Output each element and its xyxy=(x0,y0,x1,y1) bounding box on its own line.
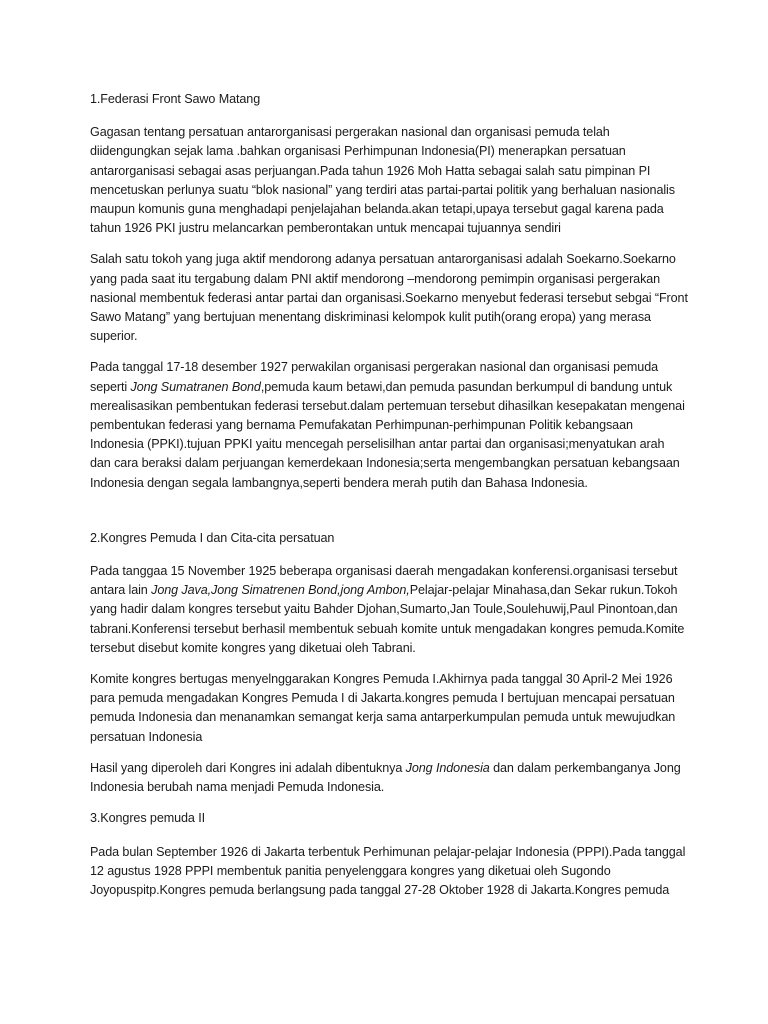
section-2-paragraph-2: Komite kongres bertugas menyelnggarakan Kongres Pemuda I.Akhirnya pada tanggal 30 April-2 Mei 1926 para pemuda mengadakan Kongres Pemuda I di Jakarta.kongres pemuda I bertujuan mencapai persatuan pemuda Indonesia dan menanamkan semangat kerja sama antarperkumpulan pemuda untuk mewujudkan persatuan Indonesia xyxy=(90,672,676,744)
italic-term: Jong Java,Jong Simatrenen Bond,jong Ambon, xyxy=(151,583,410,598)
paragraph-text: Pada tanggaa 15 November 1925 beberapa organisasi daerah mengadakan konferensi.organisasi tersebut antara lain xyxy=(90,564,678,598)
paragraph-text: Pelajar-pelajar Minahasa,dan Sekar rukun.Tokoh yang hadir dalam kongres tersebut yaitu Bahder Djohan,Sumarto,Jan Toule,Soulehuwij,Paul Pinontoan,dan tabrani.Konferensi tersebut berhasil membentuk sebuah komite untuk mengadakan kongres pemuda.Komite tersebut disebut komite kongres yang diketuai oleh Tabrani. xyxy=(90,583,685,655)
paragraph-text: Pada tanggal 17-18 desember 1927 perwakilan organisasi pergerakan nasional dan organisasi pemuda seperti xyxy=(90,360,659,394)
section-3-paragraph-1: Pada bulan September 1926 di Jakarta terbentuk Perhimunan pelajar-pelajar Indonesia (PPPI).Pada tanggal 12 agustus 1928 PPPI membentuk panitia penyelenggara kongres yang diketuai oleh Sugondo Joyopuspitp.Kongres pemuda berlangsung pada tanggal 27-28 Oktober 1928 di Jakarta.Kongres pemuda xyxy=(90,844,686,897)
section-1-heading: 1.Federasi Front Sawo Matang xyxy=(90,92,261,106)
section-2-heading: 2.Kongres Pemuda I dan Cita-cita persatuan xyxy=(90,530,335,545)
spacer xyxy=(90,505,688,529)
paragraph-text: dan dalam perkembanganya Jong Indonesia berubah nama menjadi Pemuda Indonesia. xyxy=(90,760,681,795)
section-2-paragraph-1 xyxy=(90,562,688,658)
italic-term: Jong Indonesia xyxy=(405,760,490,775)
paragraph-text: Hasil yang diperoleh dari Kongres ini adalah dibentuknya xyxy=(90,760,406,775)
section-1-paragraph-2: Salah satu tokoh yang juga aktif mendorong adanya persatuan antarorganisasi adalah Soekarno.Soekarno yang pada saat itu tergabung dalam PNI aktif mendorong –mendorong pemimpin organisasi pergerakan nasional membentuk federasi antar partai dan organisasi.Soekarno menyebut federasi tersebut sebgai “Front Sawo Matang” yang bertujuan menentang diskriminasi kelompok kulit putih(orang eropa) yang merasa superior. xyxy=(90,252,688,344)
italic-term: Jong Sumatranen Bond xyxy=(130,379,261,394)
paragraph-text: ,pemuda kaum betawi,dan pemuda pasundan berkumpul di bandung untuk merealisasikan pembentukan federasi tersebut.dalam pertemuan tersebut dihasilkan kesepakatan mengenai pembentukan federasi yang bernama Pemufakatan Perhimpunan-perhimpunan Politik kebangsaan Indonesia (PPKI).tujuan PPKI yaitu mencegah perselisilhan antar partai dan organisasi;menyatukan arah dan cara beraksi dalam perjuangan kemerdekaan Indonesia;serta mengembangkan persatuan kebangsaan Indonesia dengan segala lambangnya,seperti bendera merah putih dan Bahasa Indonesia. xyxy=(90,379,685,490)
section-3-heading: 3.Kongres pemuda II xyxy=(90,811,206,826)
section-1-paragraph-1: Gagasan tentang persatuan antarorganisasi pergerakan nasional dan organisasi pemuda telah diidengungkan sejak lama .bahkan organisasi Perhimpunan Indonesia(PI) menerapkan persatuan antarorganisasi sebagai asas perjuangan.Pada tahun 1926 Moh Hatta sebagai salah satu pimpinan PI mencetuskan perlunya suatu “blok nasional” yang terdiri atas partai-partai politik yang berhaluan nasionalis maupun komunis guna menghadapi penjelajahan belanda.akan tetapi,upaya tersebut gagal karena pada tahun 1926 PKI justru melancarkan pemberontakan untuk mencapai tujuannya sendiri xyxy=(90,125,675,236)
section-2-paragraph-3 xyxy=(90,759,688,797)
section-1-paragraph-3 xyxy=(90,358,688,492)
